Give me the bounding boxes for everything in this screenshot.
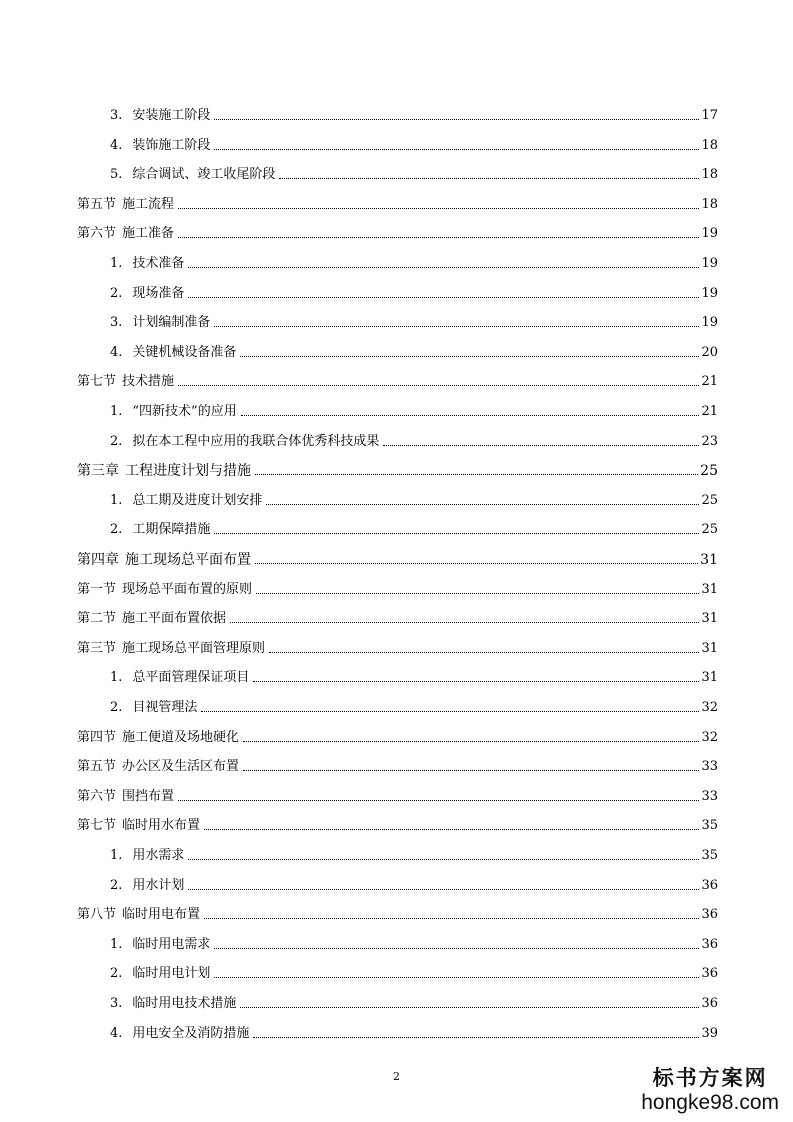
toc-leader-dots bbox=[256, 593, 699, 594]
toc-leader-dots bbox=[253, 1037, 699, 1038]
watermark-url: hongke98.com bbox=[641, 1091, 779, 1114]
toc-leader-dots bbox=[204, 918, 699, 919]
toc-entry-page: 31 bbox=[701, 640, 718, 656]
toc-entry-page: 23 bbox=[701, 433, 718, 449]
toc-entry-title: 装饰施工阶段 bbox=[132, 137, 211, 153]
toc-entry-label bbox=[77, 789, 176, 805]
toc-entry-number: 第八节 bbox=[77, 907, 117, 923]
toc-entry-label bbox=[110, 345, 238, 361]
toc-entry-label bbox=[77, 582, 254, 598]
toc-entry-title: 施工流程 bbox=[122, 196, 175, 212]
toc-entry[interactable] bbox=[110, 514, 718, 538]
toc-entry-label bbox=[110, 167, 277, 183]
toc-leader-dots bbox=[279, 178, 699, 179]
toc-entry-number: 2. bbox=[110, 285, 123, 301]
toc-entry[interactable] bbox=[110, 130, 718, 154]
toc-entry-label bbox=[110, 878, 186, 894]
toc-entry-label bbox=[110, 670, 251, 686]
toc-entry-title: 施工便道及场地硬化 bbox=[122, 729, 240, 745]
toc-entry-title: 目视管理法 bbox=[132, 700, 198, 715]
toc-entry-label bbox=[110, 966, 212, 982]
toc-entry-label bbox=[110, 286, 186, 302]
toc-entry-title: 临时用电技术措施 bbox=[132, 996, 237, 1011]
toc-entry[interactable] bbox=[110, 692, 718, 716]
toc-entry-page: 18 bbox=[701, 167, 718, 183]
toc-entry-label bbox=[110, 404, 239, 420]
toc-leader-dots bbox=[243, 770, 699, 771]
toc-entry-label bbox=[110, 493, 264, 509]
toc-leader-dots bbox=[188, 297, 699, 298]
toc-entry-label bbox=[110, 1026, 251, 1042]
toc-entry-title: 综合调试、竣工收尾阶段 bbox=[132, 167, 276, 183]
toc-entry-number: 第五节 bbox=[77, 759, 117, 775]
toc-leader-dots bbox=[253, 681, 699, 682]
watermark bbox=[641, 1066, 779, 1116]
toc-leader-dots bbox=[214, 533, 699, 534]
toc-entry-label bbox=[77, 818, 202, 834]
toc-entry-label bbox=[77, 197, 176, 213]
toc-entry-title: 施工平面布置依据 bbox=[122, 611, 227, 627]
toc-leader-dots bbox=[214, 326, 699, 327]
toc-entry-title: 工程进度计划与措施 bbox=[125, 463, 251, 480]
toc-entry-number: 第七节 bbox=[77, 818, 117, 834]
toc-entry[interactable] bbox=[110, 426, 718, 450]
toc-entry-title: 施工现场总平面管理原则 bbox=[122, 640, 266, 656]
toc-entry[interactable] bbox=[77, 899, 718, 923]
toc-entry-number: 3. bbox=[110, 315, 123, 331]
toc-entry-page: 33 bbox=[701, 788, 718, 804]
toc-entry[interactable] bbox=[110, 988, 718, 1012]
toc-entry-title: 技术措施 bbox=[122, 374, 175, 390]
toc-leader-dots bbox=[243, 741, 699, 742]
toc-leader-dots bbox=[188, 267, 699, 268]
toc-entry[interactable] bbox=[77, 751, 718, 775]
toc-entry-page: 21 bbox=[701, 374, 718, 390]
toc-entry[interactable] bbox=[110, 485, 718, 509]
toc-entry-page: 36 bbox=[701, 907, 718, 923]
toc-entry[interactable] bbox=[110, 662, 718, 686]
toc-entry-number: 1. bbox=[110, 492, 123, 508]
toc-entry-label bbox=[77, 641, 267, 657]
toc-leader-dots bbox=[178, 237, 699, 238]
toc-entry-number: 1. bbox=[110, 404, 123, 419]
toc-entry[interactable] bbox=[77, 574, 718, 598]
toc-entry-page: 36 bbox=[701, 996, 718, 1011]
toc-entry-label bbox=[110, 937, 212, 953]
toc-entry[interactable] bbox=[110, 248, 718, 272]
toc-entry-label bbox=[110, 434, 381, 450]
toc-entry[interactable] bbox=[77, 455, 718, 479]
toc-leader-dots bbox=[204, 829, 699, 830]
toc-entry[interactable] bbox=[77, 218, 718, 242]
toc-entry-number: 第四章 bbox=[77, 552, 119, 568]
toc-entry-title: 临时用水布置 bbox=[122, 818, 201, 834]
toc-entry-page: 21 bbox=[701, 404, 718, 419]
toc-entry-title: 用水计划 bbox=[132, 877, 185, 893]
toc-entry-number: 2. bbox=[110, 433, 123, 449]
toc-leader-dots bbox=[214, 977, 699, 978]
toc-entry-label bbox=[110, 315, 212, 331]
toc-entry-title: 计划编制准备 bbox=[132, 315, 211, 331]
toc-leader-dots bbox=[255, 474, 698, 475]
toc-entry[interactable] bbox=[77, 603, 718, 627]
toc-leader-dots bbox=[230, 622, 699, 623]
toc-entry-number: 2. bbox=[110, 877, 123, 893]
toc-entry-number: 第五节 bbox=[77, 196, 117, 212]
toc-entry[interactable] bbox=[77, 810, 718, 834]
toc-leader-dots bbox=[178, 208, 699, 209]
toc-entry-label bbox=[77, 730, 241, 746]
toc-entry-label bbox=[110, 138, 212, 154]
watermark-title: 标书方案网 bbox=[652, 1066, 768, 1090]
toc-entry-page: 18 bbox=[701, 137, 718, 153]
toc-entry-label bbox=[77, 374, 176, 390]
toc-entry[interactable] bbox=[110, 337, 718, 361]
toc-entry[interactable] bbox=[77, 366, 718, 390]
toc-entry-number: 第六节 bbox=[77, 226, 117, 242]
toc-entry-number: 4. bbox=[110, 137, 123, 153]
toc-entry[interactable] bbox=[110, 100, 718, 124]
toc-entry[interactable] bbox=[110, 396, 718, 420]
toc-entry-page: 32 bbox=[701, 700, 718, 715]
toc-entry-page: 36 bbox=[701, 936, 718, 952]
toc-entry-page: 39 bbox=[701, 1025, 718, 1041]
toc-entry[interactable] bbox=[110, 870, 718, 894]
toc-entry[interactable] bbox=[110, 159, 718, 183]
toc-entry-number: 第三节 bbox=[77, 640, 117, 656]
toc-entry[interactable] bbox=[110, 958, 718, 982]
toc-leader-dots bbox=[201, 711, 699, 712]
toc-entry[interactable] bbox=[110, 929, 718, 953]
toc-entry-page: 31 bbox=[701, 581, 718, 597]
toc-entry-title: 关键机械设备准备 bbox=[132, 344, 237, 360]
toc-entry-label bbox=[77, 552, 253, 568]
toc-leader-dots bbox=[266, 504, 699, 505]
toc-leader-dots bbox=[383, 445, 699, 446]
toc-entry-label bbox=[77, 611, 228, 627]
page-number: 2 bbox=[393, 1070, 400, 1083]
toc-entry[interactable] bbox=[110, 840, 718, 864]
toc-leader-dots bbox=[255, 563, 698, 564]
toc-entry-page: 25 bbox=[700, 463, 718, 480]
toc-entry-number: 第三章 bbox=[77, 463, 119, 480]
toc-entry-number: 1. bbox=[110, 670, 123, 686]
toc-entry-page: 35 bbox=[701, 818, 718, 834]
toc-entry-page: 19 bbox=[701, 315, 718, 331]
toc-leader-dots bbox=[178, 385, 699, 386]
toc-entry-number: 3. bbox=[110, 996, 123, 1011]
toc-entry-page: 19 bbox=[701, 285, 718, 301]
toc-entry-page: 18 bbox=[701, 196, 718, 212]
toc-leader-dots bbox=[188, 859, 699, 860]
toc-leader-dots bbox=[240, 356, 699, 357]
toc-entry-number: 1. bbox=[110, 848, 123, 863]
toc-entry-title: 现场准备 bbox=[132, 285, 185, 301]
toc-entry-label bbox=[77, 463, 253, 479]
toc-entry-number: 第一节 bbox=[77, 581, 117, 597]
toc-entry-title: 拟在本工程中应用的我联合体优秀科技成果 bbox=[132, 433, 380, 449]
toc-entry-page: 36 bbox=[701, 877, 718, 893]
toc-entry-number: 2. bbox=[110, 522, 123, 538]
toc-entry-label bbox=[77, 759, 241, 775]
toc-entry-title: 工期保障措施 bbox=[132, 522, 211, 538]
toc-entry-number: 2. bbox=[110, 966, 123, 982]
toc-entry-page: 32 bbox=[701, 729, 718, 745]
toc-entry-page: 19 bbox=[701, 226, 718, 242]
toc-leader-dots bbox=[214, 119, 699, 120]
toc-entry-title: 安装施工阶段 bbox=[132, 108, 211, 123]
toc-entry-title: 总工期及进度计划安排 bbox=[132, 492, 263, 508]
toc-entry-number: 1. bbox=[110, 936, 123, 952]
toc-entry-title: 办公区及生活区布置 bbox=[122, 759, 240, 775]
toc-entry[interactable] bbox=[110, 1018, 718, 1042]
toc-leader-dots bbox=[240, 1007, 699, 1008]
toc-entry-label bbox=[110, 996, 238, 1012]
toc-entry-label bbox=[110, 108, 212, 124]
toc-entry[interactable] bbox=[77, 189, 718, 213]
toc-entry[interactable] bbox=[110, 307, 718, 331]
toc-entry-page: 36 bbox=[701, 966, 718, 982]
toc-entry-page: 25 bbox=[701, 492, 718, 508]
toc-leader-dots bbox=[269, 652, 699, 653]
toc-entry-page: 31 bbox=[700, 552, 718, 568]
toc-entry-label bbox=[77, 226, 176, 242]
toc-leader-dots bbox=[214, 149, 699, 150]
toc-entry-title: 施工准备 bbox=[122, 226, 175, 242]
toc-entry-title: 围挡布置 bbox=[122, 788, 175, 804]
toc-entry-page: 31 bbox=[701, 670, 718, 686]
toc-entry-label bbox=[110, 256, 186, 272]
toc-entry-title: 临时用电布置 bbox=[122, 907, 201, 923]
toc-entry-number: 第七节 bbox=[77, 374, 117, 390]
toc-entry-title: 临时用电需求 bbox=[132, 936, 211, 952]
toc-entry-title: 临时用电计划 bbox=[132, 966, 211, 982]
toc-entry[interactable] bbox=[77, 722, 718, 746]
toc-entry-number: 4. bbox=[110, 1025, 123, 1041]
toc-entry-label bbox=[110, 700, 199, 716]
toc-entry-title: 用电安全及消防措施 bbox=[132, 1025, 250, 1041]
toc-entry-number: 第六节 bbox=[77, 788, 117, 804]
toc-leader-dots bbox=[188, 889, 699, 890]
toc-entry-number: 5. bbox=[110, 167, 123, 183]
toc-entry[interactable] bbox=[110, 278, 718, 302]
toc-entry-label bbox=[110, 522, 212, 538]
toc-entry-number: 1. bbox=[110, 256, 123, 271]
toc-entry-title: 现场总平面布置的原则 bbox=[122, 581, 253, 597]
toc-entry[interactable] bbox=[77, 781, 718, 805]
toc-leader-dots bbox=[241, 415, 700, 416]
toc-entry-page: 20 bbox=[701, 344, 718, 360]
toc-entry-number: 第二节 bbox=[77, 611, 117, 627]
toc-entry-label bbox=[110, 848, 186, 864]
toc-entry-number: 4. bbox=[110, 344, 123, 360]
toc-entry-title: 技术准备 bbox=[132, 256, 185, 271]
toc-entry-number: 3. bbox=[110, 108, 123, 123]
toc-entry-page: 25 bbox=[701, 522, 718, 538]
toc-entry-page: 33 bbox=[701, 759, 718, 775]
toc-entry-title: 施工现场总平面布置 bbox=[125, 552, 251, 568]
toc-entry-number: 2. bbox=[110, 700, 123, 715]
toc-entry[interactable] bbox=[77, 544, 718, 568]
toc-entry-page: 35 bbox=[701, 848, 718, 863]
toc-entry-title: “四新技术”的应用 bbox=[132, 404, 237, 419]
toc-entry[interactable] bbox=[77, 633, 718, 657]
toc-entry-number: 第四节 bbox=[77, 729, 117, 745]
toc-leader-dots bbox=[178, 800, 699, 801]
toc-entry-label bbox=[77, 907, 202, 923]
toc-leader-dots bbox=[214, 948, 699, 949]
toc-entry-title: 用水需求 bbox=[132, 848, 185, 863]
toc-entry-page: 19 bbox=[701, 256, 718, 271]
toc-entry-title: 总平面管理保证项目 bbox=[132, 670, 250, 686]
toc-entry-page: 17 bbox=[701, 108, 718, 123]
toc-entry-page: 31 bbox=[701, 611, 718, 627]
